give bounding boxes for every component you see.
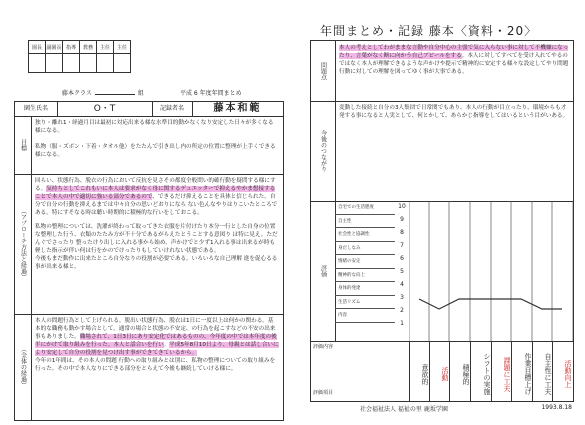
eval-item: 精神的な向上 xyxy=(335,269,395,283)
approval-cell xyxy=(97,54,114,73)
approval-header: 教務 xyxy=(80,41,97,54)
eval-item: 社会性と協調性 xyxy=(335,228,395,242)
school-name: 社会福祉法人 福祉の里 鹿坂学園 xyxy=(360,406,448,413)
approval-header: 園長 xyxy=(29,41,46,54)
overall-text-3: 今年の1年間は、その本人の問題 行動への取り組みとは別に、私物の整理についての取り組みを行った。その中で本人なりにできる部分をとらえて今後も継続していける様に。 xyxy=(35,358,276,372)
student-info-row xyxy=(15,102,283,117)
approach-highlight: 気持ちとしてこれもいに本人は要求がなく母に関するデュエッターで抑えるやかま想接することで本人の中で適切に強いる部分であるので xyxy=(35,186,276,200)
left-page xyxy=(2,0,290,425)
scale-number: 1 xyxy=(400,320,404,327)
problem-header: 問題点 xyxy=(311,41,336,101)
goal-body xyxy=(35,119,279,159)
recorder-label: 記録者名 xyxy=(152,102,193,116)
scale-number: 2 xyxy=(400,307,404,314)
approval-cell xyxy=(80,54,97,73)
approval-cell xyxy=(29,54,46,73)
grid-lines xyxy=(409,201,573,341)
column-label: 活動向上 xyxy=(552,341,573,401)
eval-item: 内容 xyxy=(335,309,395,323)
footer-label-1: 評価内容 xyxy=(313,344,334,350)
eval-item: 自主性 xyxy=(335,215,395,229)
approach-body xyxy=(35,177,279,271)
right-page xyxy=(296,0,585,425)
future-header: 今後のつながり xyxy=(311,101,336,201)
goal-section xyxy=(15,116,283,175)
problem-highlight: 本人の考えとしてわがままな言動や自分中心の主張で気に入らない事に対して不機嫌になったり、言葉がなく断に向かう自己ブピールをする xyxy=(339,45,569,59)
scale-number: 10 xyxy=(398,203,406,210)
eval-item: 情緒の安定 xyxy=(335,255,395,269)
approach-header: （アプローチ方法と経過） xyxy=(15,174,32,314)
future-body: 変動した接続と自分の3人集団で日常関でもあり、本人の行動が目立ったり、環境からも才発する事になると人実として、何とかして、あらかじ指導をしてはいるという目がいある。 xyxy=(339,105,569,119)
scale-number: 4 xyxy=(400,281,404,288)
column-label: 積極的 xyxy=(449,341,471,401)
overall-body xyxy=(35,317,279,373)
student-name: O・T xyxy=(57,102,153,116)
evaluation-plot xyxy=(409,201,573,341)
overall-section xyxy=(15,314,283,420)
overall-highlight-1: 職場されて、1日3日にあり安定化ではあるものの、今年度の中では本年度の後半にかけて取り組みを行った。本人と話合いを行い xyxy=(35,334,277,348)
class-name: 藤本クラス 組 xyxy=(62,90,144,97)
problem-section xyxy=(311,41,573,102)
eval-item: 自宅での生活態度 xyxy=(335,201,395,215)
document-date: 1993.8.18 xyxy=(541,404,572,411)
future-section xyxy=(311,101,573,202)
scale-number: 9 xyxy=(400,216,404,223)
goal-text-2: 私物（服・ズボン・下着・タオル他）をたたんで引き出し内の所定の位置に整理が上手くできる様になる。 xyxy=(35,144,276,158)
approval-cell xyxy=(46,54,63,73)
scale-number: 5 xyxy=(400,268,404,275)
grade-info: 平成 6 年度年間まとめ xyxy=(180,90,242,97)
column-label: 意欲的 xyxy=(409,341,430,401)
content-columns-section xyxy=(311,341,573,401)
eval-item: 身だしなみ xyxy=(335,242,395,256)
evaluation-grid xyxy=(335,201,573,341)
overall-header: （全体の経過） xyxy=(15,314,32,420)
approval-cell xyxy=(114,54,131,73)
approval-header: 副園長 xyxy=(46,41,63,54)
approach-text-3: 私物の整理については、洗濯が終わって取ってきた衣服を片付けたり本分一行とした自身の位置な整理した行う、衣類のたたみ方が不十分であるがらえたとうことする意図り は特に見え。ただんぐでさったり 整ったけり出しに入れる事から始め、声かけでと少ず1入れる事は出来るが時も軽した指示が伴い何は行をかのでけったりもしていけれない状態である。 xyxy=(35,224,278,254)
problem-text: 。本人に対してすべてを受け入れてやるのではなく本人が理解できるような声かけや提示で精神的に安定する様々な設定してやり問題行動に対しての理解を図ってゆく事が大事である。 xyxy=(339,53,569,75)
approach-text-2: 、できるだけ抑えることを具体と信じられた。自分で自分の行動を抑えるまでは中々自分の思いどおりになら ない色んなやりはりこいたところである。特にすそなる時は聴い時期的に積極的な行いをしておこる。 xyxy=(35,194,278,216)
right-title: 年間まとめ・記録 藤本〈資料・20〉 xyxy=(320,24,538,38)
approval-header: 主任 xyxy=(97,41,114,54)
scale-number: 3 xyxy=(400,294,404,301)
column-label: 作業目標上げ xyxy=(511,341,533,401)
column-label: 課題に工夫 xyxy=(491,341,512,401)
content-columns xyxy=(409,341,573,401)
approach-text-4: 今後もまだ動作に出来たところ自分なりの役割が必要である。いろいろな自己理解 進を促心るる事が出来る様と。 xyxy=(35,256,278,270)
eval-item: 身体的発達 xyxy=(335,282,395,296)
approach-section xyxy=(15,174,283,315)
column-label: シフトの実施 xyxy=(470,341,492,401)
overall-text-1: 本人の問題行為として上げられる。脱出い状態行為、脱衣は1日に一度以上は何かの関わる。基本的な職務も動かす場合として。通常の場合と状態の不安定、の行為を起こすなどの不安の出来事もありました。 xyxy=(35,318,276,340)
column-label: 自主性に工夫 xyxy=(532,341,553,401)
scale-number: 8 xyxy=(400,229,404,236)
approval-cell xyxy=(63,54,80,73)
overall-text-2: 。 xyxy=(163,342,170,348)
overall-highlight-2: 平成5年8月10日より、母親とは話し合いにより安定して自分の役割を見つけ出す事ができてきているから。 xyxy=(35,342,279,356)
evaluation-section xyxy=(311,201,573,342)
evaluation-line xyxy=(419,299,562,309)
column-label: 活動 xyxy=(429,341,450,401)
approval-header: 主任 xyxy=(114,41,131,54)
right-record-frame xyxy=(310,40,574,402)
footer-label-2: 評価項目 xyxy=(313,390,334,396)
eval-item: 生活リズム xyxy=(335,296,395,310)
scale-number: 6 xyxy=(400,255,404,262)
left-record-frame xyxy=(14,101,284,421)
approval-stamp-table xyxy=(28,40,131,73)
recorder-name: 藤本和範 xyxy=(213,103,262,114)
approval-header: 指導 xyxy=(63,41,80,54)
student-label: 園生氏名 xyxy=(15,102,58,116)
goal-header: 目標 xyxy=(15,116,32,174)
approach-text-1: 回らい、状態行為、脱衣の行為において反抗を見さその都度全般問い的確行動を疑問する様にする。 xyxy=(35,178,276,192)
goal-text-1: 独り・離れ1・経過月目は最初に対応出来る様な水準目的動かなくなり安定した日々が多くなる様になる。 xyxy=(35,120,274,134)
problem-body xyxy=(339,44,569,76)
evaluation-header: 評価 xyxy=(311,201,336,341)
scale-number: 7 xyxy=(400,242,404,249)
